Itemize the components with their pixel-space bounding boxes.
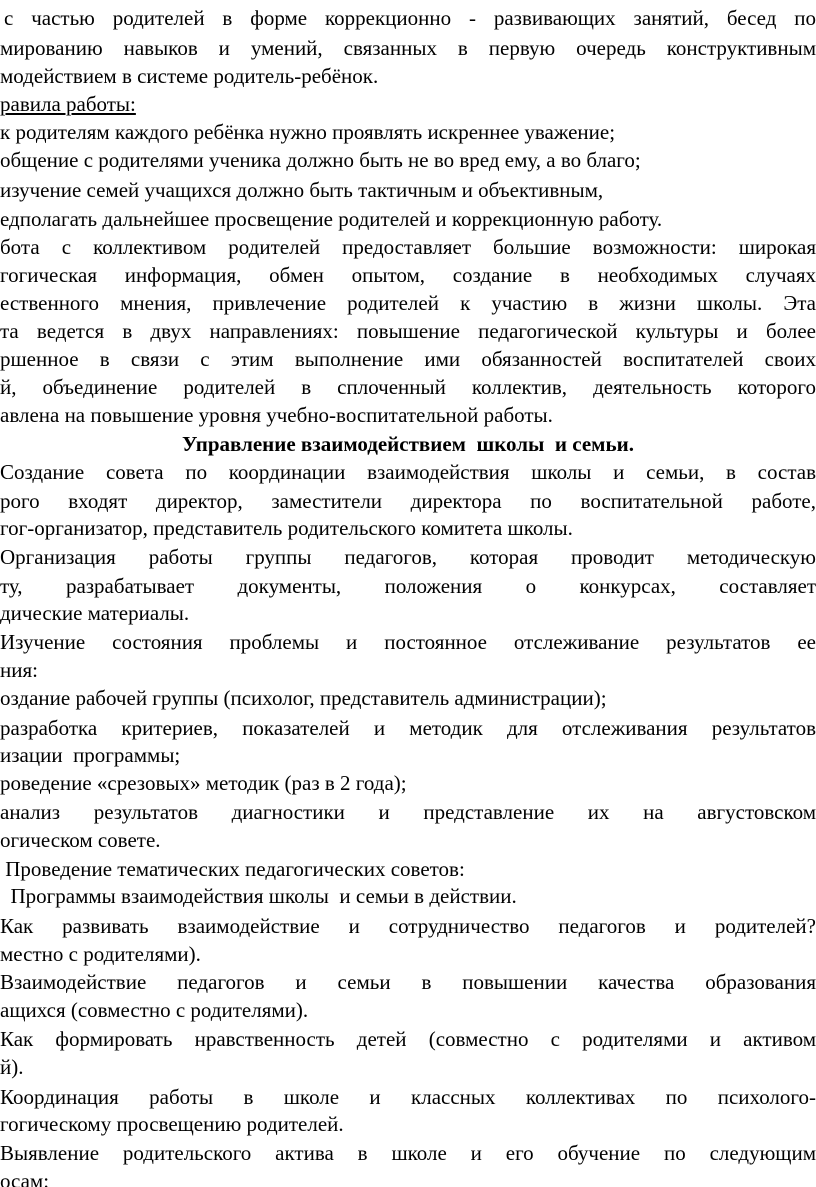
- text-line: едполагать дальнейшее просвещение родителей и коррекционную работу.: [0, 207, 663, 231]
- text-line: Создание совета по координации взаимодействия школы и семьи, в состав: [0, 460, 816, 484]
- text-line: роведение «срезовых» методик (раз в 2 года);: [0, 771, 407, 795]
- text-line: рого входят директор, заместители директора по воспитательной работе,: [0, 489, 816, 513]
- text-line: Взаимодействие педагогов и семьи в повышении качества образования: [0, 970, 816, 994]
- text-line: разработка критериев, показателей и методик для отслеживания результатов: [0, 716, 816, 740]
- text-line: Выявление родительского актива в школе и его обучение по следующим: [0, 1141, 816, 1165]
- text-line: равила работы:: [0, 92, 136, 116]
- text-line: Организация работы группы педагогов, которая проводит методическую: [0, 545, 816, 569]
- text-line: Как развивать взаимодействие и сотрудничество педагогов и родителей?: [0, 914, 816, 938]
- text-line: Как формировать нравственность детей (совместно с родителями и активом: [0, 1027, 816, 1051]
- text-line: й).: [0, 1055, 24, 1079]
- text-line: та ведется в двух направлениях: повышение педагогической культуры и более: [0, 319, 816, 343]
- text-line: ественного мнения, привлечение родителей к участию в жизни школы. Эта: [0, 291, 816, 315]
- text-line: изучение семей учащихся должно быть тактичным и объективным,: [0, 178, 604, 202]
- text-line: Координация работы в школе и классных коллективах по психолого-: [0, 1085, 816, 1109]
- text-line: Программы взаимодействия школы и семьи в действии.: [0, 884, 517, 908]
- text-line: бота с коллективом родителей предоставляет большие возможности: широкая: [0, 235, 816, 259]
- section-heading: Управление взаимодействием школы и семьи.: [182, 432, 634, 456]
- text-line: Проведение тематических педагогических советов:: [0, 857, 465, 881]
- text-line: ащихся (совместно с родителями).: [0, 998, 309, 1022]
- text-line: модействием в системе родитель-ребёнок.: [0, 64, 379, 88]
- text-line: к родителям каждого ребёнка нужно проявлять искреннее уважение;: [0, 120, 616, 144]
- text-line: дические материалы.: [0, 601, 190, 625]
- text-line: осам:: [0, 1169, 50, 1187]
- text-line: й, объединение родителей в сплоченный коллектив, деятельность которого: [0, 375, 816, 399]
- text-line: анализ результатов диагностики и представление их на августовском: [0, 800, 816, 824]
- text-line: мированию навыков и умений, связанных в первую очередь конструктивным: [0, 36, 816, 60]
- text-line: гогическая информация, обмен опытом, создание в необходимых случаях: [0, 263, 816, 287]
- text-line: ршенное в связи с этим выполнение ими обязанностей воспитателей своих: [0, 347, 816, 371]
- text-line: гогическому просвещению родителей.: [0, 1112, 344, 1136]
- text-line: местно с родителями).: [0, 942, 201, 966]
- text-line: изации программы;: [0, 743, 181, 767]
- text-line: авлена на повышение уровня учебно-воспитательной работы.: [0, 403, 553, 427]
- text-line: с частью родителей в форме коррекционно - развивающих занятий, бесед по: [4, 6, 816, 30]
- text-line: ния:: [0, 658, 38, 682]
- text-line: оздание рабочей группы (психолог, представитель администрации);: [0, 686, 607, 710]
- text-line: гог-организатор, представитель родительского комитета школы.: [0, 516, 573, 540]
- text-line: ту, разрабатывает документы, положения о конкурсах, составляет: [0, 574, 816, 598]
- text-line: огическом совете.: [0, 828, 161, 852]
- text-line: общение с родителями ученика должно быть не во вред ему, а во благо;: [0, 148, 641, 172]
- text-line: Изучение состояния проблемы и постоянное отслеживание результатов ее: [0, 630, 816, 654]
